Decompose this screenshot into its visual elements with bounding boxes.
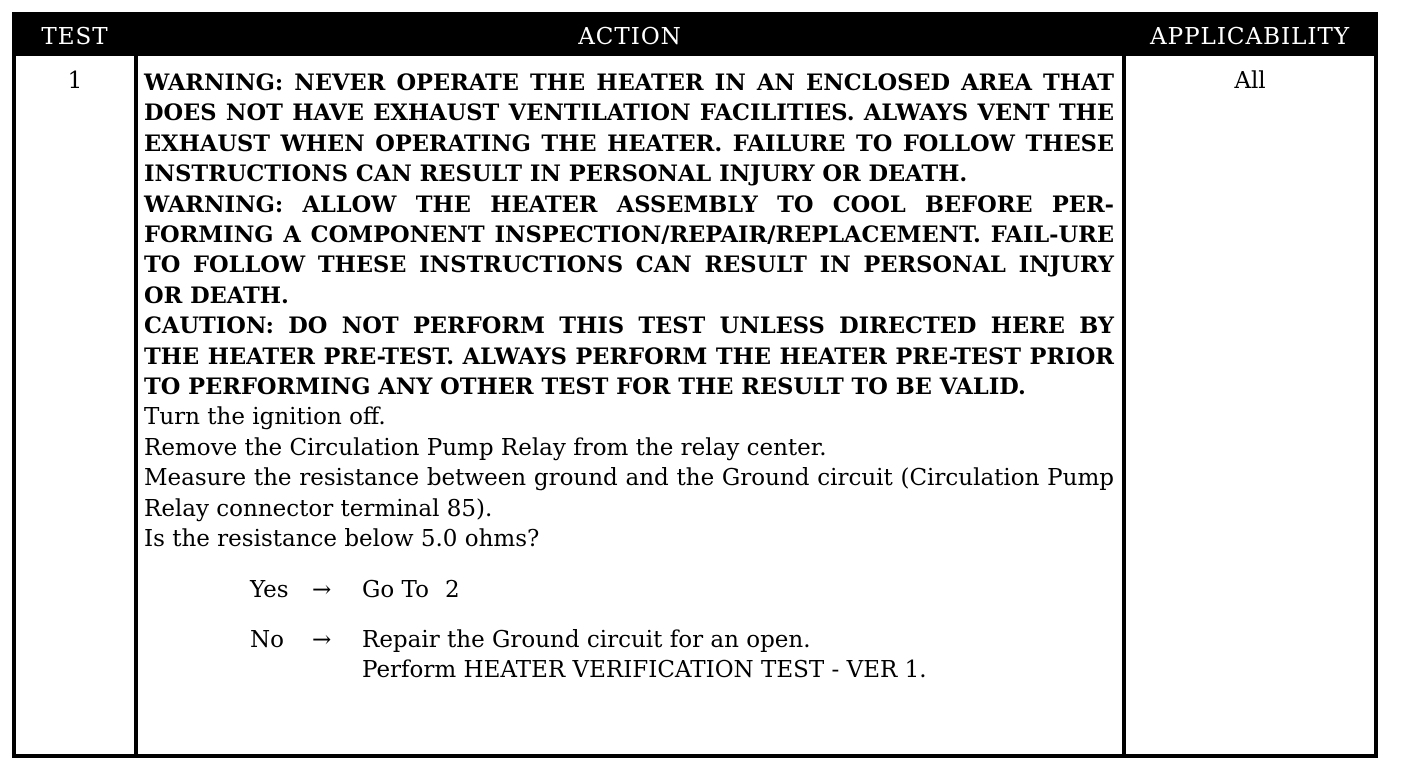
header-test: TEST (41, 24, 109, 50)
response-no-label: No (250, 626, 284, 653)
test-number: 1 (67, 68, 83, 94)
goto-label: Go To (362, 576, 429, 603)
table-header (16, 16, 1374, 56)
action-cell (144, 68, 1114, 685)
response-yes-action (362, 575, 460, 605)
caution-pre-test: CAUTION: DO NOT PERFORM THIS TEST UNLESS DIRECTED HERE BY THE HEATER PRE-TEST. ALWAYS PERFORM THE HEATER PRE-TEST PRIOR TO PERFORMING ANY OTHER TEST FOR THE RESULT TO BE VALID. (144, 313, 1114, 401)
response-yes (144, 575, 1114, 605)
response-yes-label: Yes (250, 576, 289, 603)
arrow-right-icon: → (312, 576, 332, 603)
step-ignition-off: Turn the ignition off. (144, 404, 386, 431)
warning-ventilation: WARNING: NEVER OPERATE THE HEATER IN AN ENCLOSED AREA THAT DOES NOT HAVE EXHAUST VENTILATION FACILITIES. ALWAYS VENT THE EXHAUST WHEN OPERATING THE HEATER. FAILURE TO FOLLOW THESE INSTRUCTIONS CAN RESULT IN PERSONAL INJURY OR DEATH. (144, 70, 1114, 188)
applicability-value: All (1234, 68, 1266, 94)
step-remove-relay: Remove the Circulation Pump Relay from the relay center. (144, 434, 827, 461)
response-no-line1: Repair the Ground circuit for an open. (362, 626, 811, 653)
column-divider (134, 16, 138, 754)
arrow-right-icon: → (312, 626, 332, 653)
warning-cool-down: WARNING: ALLOW THE HEATER ASSEMBLY TO COOL BEFORE PER-FORMING A COMPONENT INSPECTION/REPAIR/REPLACEMENT. FAIL-URE TO FOLLOW THESE INSTRUCTIONS CAN RESULT IN PERSONAL INJURY OR DEATH. (144, 191, 1114, 309)
goto-test-link[interactable]: 2 (444, 576, 460, 603)
step-measure-resistance: Measure the resistance between ground and the Ground circuit (Circulation Pump Relay connector terminal 85). (144, 465, 1114, 522)
response-no (144, 625, 1114, 685)
response-no-action (362, 625, 927, 686)
question-resistance: Is the resistance below 5.0 ohms? (144, 526, 540, 553)
column-divider (1122, 16, 1126, 754)
diagnostic-test-table (12, 12, 1378, 758)
header-applicability: APPLICABILITY (1150, 24, 1350, 50)
header-action: ACTION (578, 24, 682, 50)
response-no-line2: Perform HEATER VERIFICATION TEST - VER 1. (362, 656, 927, 683)
